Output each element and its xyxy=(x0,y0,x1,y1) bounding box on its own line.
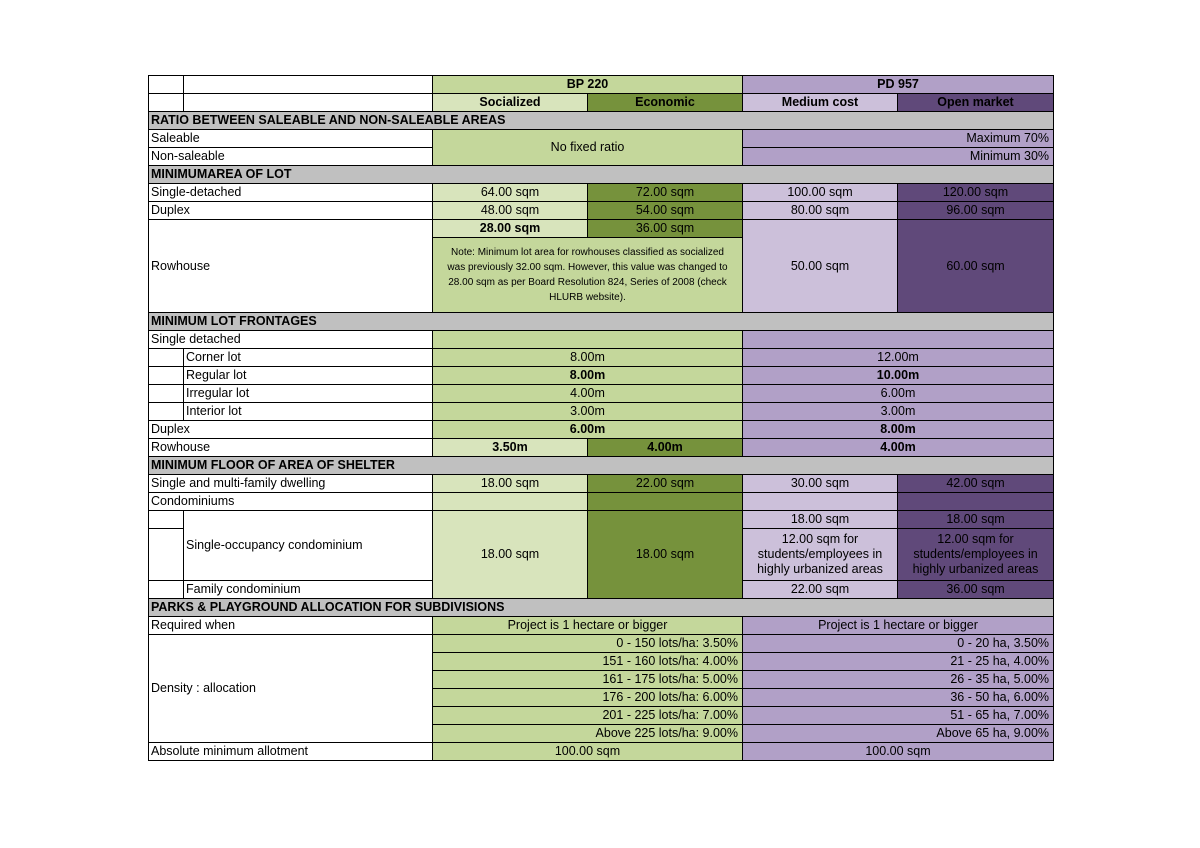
socialized-value: 64.00 sqm xyxy=(433,184,588,202)
nonsaleable-label: Non-saleable xyxy=(149,148,433,166)
pd-value: 8.00m xyxy=(743,421,1054,439)
medium-value: 30.00 sqm xyxy=(743,475,898,493)
socialized-value: 3.50m xyxy=(433,439,588,457)
row-label: Absolute minimum allotment xyxy=(149,743,433,761)
row-label: Rowhouse xyxy=(149,220,433,313)
medium-cost-header: Medium cost xyxy=(743,94,898,112)
indent-cell xyxy=(149,581,184,599)
blank-cell xyxy=(433,331,743,349)
row-label: Duplex xyxy=(149,421,433,439)
economic-header: Economic xyxy=(588,94,743,112)
table-row xyxy=(149,617,1054,635)
open-value: 18.00 sqm xyxy=(898,511,1054,529)
bp-value: 6.00m xyxy=(433,421,743,439)
socialized-value: 48.00 sqm xyxy=(433,202,588,220)
pd-value: 0 - 20 ha, 3.50% xyxy=(743,635,1054,653)
section-lot-area-title: MINIMUMAREA OF LOT xyxy=(149,166,1054,184)
bp-value: 151 - 160 lots/ha: 4.00% xyxy=(433,653,743,671)
row-label: Corner lot xyxy=(184,349,433,367)
table-row xyxy=(149,439,1054,457)
blank-cell xyxy=(149,94,184,112)
open-value: 96.00 sqm xyxy=(898,202,1054,220)
header-row-1 xyxy=(149,76,1054,94)
blank-cell xyxy=(149,76,184,94)
saleable-label: Saleable xyxy=(149,130,433,148)
open-value: 60.00 sqm xyxy=(898,220,1054,313)
bp-value: 161 - 175 lots/ha: 5.00% xyxy=(433,671,743,689)
economic-value: 22.00 sqm xyxy=(588,475,743,493)
medium-value: 18.00 sqm xyxy=(743,511,898,529)
table-row xyxy=(149,220,1054,238)
bp-value: 100.00 sqm xyxy=(433,743,743,761)
pd-value: 21 - 25 ha, 4.00% xyxy=(743,653,1054,671)
pd957-header: PD 957 xyxy=(743,76,1054,94)
pd-value: Project is 1 hectare or bigger xyxy=(743,617,1054,635)
pd-value: 100.00 sqm xyxy=(743,743,1054,761)
row-label: Single-occupancy condominium xyxy=(184,511,433,581)
pd-value: 3.00m xyxy=(743,403,1054,421)
open-market-header: Open market xyxy=(898,94,1054,112)
table-row xyxy=(149,743,1054,761)
economic-value: 4.00m xyxy=(588,439,743,457)
indent-cell xyxy=(149,529,184,581)
socialized-value: 18.00 sqm xyxy=(433,475,588,493)
nonsaleable-min: Minimum 30% xyxy=(743,148,1054,166)
economic-value: 72.00 sqm xyxy=(588,184,743,202)
blank-cell xyxy=(433,493,588,511)
pd-value: 4.00m xyxy=(743,439,1054,457)
economic-value: 18.00 sqm xyxy=(588,511,743,599)
bp-value: 8.00m xyxy=(433,349,743,367)
medium-value: 22.00 sqm xyxy=(743,581,898,599)
table-row xyxy=(149,349,1054,367)
row-label: Irregular lot xyxy=(184,385,433,403)
open-value: 42.00 sqm xyxy=(898,475,1054,493)
bp220-header: BP 220 xyxy=(433,76,743,94)
bp-value: 176 - 200 lots/ha: 6.00% xyxy=(433,689,743,707)
socialized-header: Socialized xyxy=(433,94,588,112)
blank-cell xyxy=(184,94,433,112)
row-label: Interior lot xyxy=(184,403,433,421)
row-label: Duplex xyxy=(149,202,433,220)
row-label: Rowhouse xyxy=(149,439,433,457)
economic-value: 36.00 sqm xyxy=(588,220,743,238)
table-row xyxy=(149,184,1054,202)
indent-cell xyxy=(149,385,184,403)
table-row xyxy=(149,202,1054,220)
table-row xyxy=(149,385,1054,403)
table-row xyxy=(149,635,1054,653)
row-label: Required when xyxy=(149,617,433,635)
bp-value: 3.00m xyxy=(433,403,743,421)
pd-value: 51 - 65 ha, 7.00% xyxy=(743,707,1054,725)
indent-cell xyxy=(149,367,184,385)
rowhouse-note: Note: Minimum lot area for rowhouses classified as socialized was previously 32.00 sqm. However, this value was changed to 28.00 sqm as per Board Resolution 824, Series of 2008 (check HLURB website). xyxy=(433,238,743,313)
pd-value: 12.00m xyxy=(743,349,1054,367)
row-label: Density : allocation xyxy=(149,635,433,743)
indent-cell xyxy=(149,511,184,529)
blank-cell xyxy=(743,331,1054,349)
row-label: Regular lot xyxy=(184,367,433,385)
pd-value: 36 - 50 ha, 6.00% xyxy=(743,689,1054,707)
table-row xyxy=(149,367,1054,385)
blank-cell xyxy=(898,493,1054,511)
medium-value: 100.00 sqm xyxy=(743,184,898,202)
header-row-2 xyxy=(149,94,1054,112)
medium-value: 50.00 sqm xyxy=(743,220,898,313)
row-label: Single detached xyxy=(149,331,433,349)
open-value: 120.00 sqm xyxy=(898,184,1054,202)
pd-value: 26 - 35 ha, 5.00% xyxy=(743,671,1054,689)
section-ratio-title: RATIO BETWEEN SALEABLE AND NON-SALEABLE AREAS xyxy=(149,112,1054,130)
bp-value: 0 - 150 lots/ha: 3.50% xyxy=(433,635,743,653)
medium-value: 80.00 sqm xyxy=(743,202,898,220)
pd-value: 6.00m xyxy=(743,385,1054,403)
pd-value: 10.00m xyxy=(743,367,1054,385)
row-label: Family condominium xyxy=(184,581,433,599)
indent-cell xyxy=(149,349,184,367)
medium-value: 12.00 sqm for students/employees in highly urbanized areas xyxy=(743,529,898,581)
regulation-table xyxy=(148,75,1054,761)
table-row xyxy=(149,421,1054,439)
no-fixed-ratio: No fixed ratio xyxy=(433,130,743,166)
bp-value: Project is 1 hectare or bigger xyxy=(433,617,743,635)
bp-value: 201 - 225 lots/ha: 7.00% xyxy=(433,707,743,725)
section-parks-title: PARKS & PLAYGROUND ALLOCATION FOR SUBDIVISIONS xyxy=(149,599,1054,617)
indent-cell xyxy=(149,403,184,421)
bp-value: Above 225 lots/ha: 9.00% xyxy=(433,725,743,743)
bp-value: 8.00m xyxy=(433,367,743,385)
open-value: 36.00 sqm xyxy=(898,581,1054,599)
row-label: Single-detached xyxy=(149,184,433,202)
blank-cell xyxy=(588,493,743,511)
economic-value: 54.00 sqm xyxy=(588,202,743,220)
saleable-max: Maximum 70% xyxy=(743,130,1054,148)
table-row xyxy=(149,403,1054,421)
socialized-value: 18.00 sqm xyxy=(433,511,588,599)
row-label: Single and multi-family dwelling xyxy=(149,475,433,493)
section-frontage-title: MINIMUM LOT FRONTAGES xyxy=(149,313,1054,331)
pd-value: Above 65 ha, 9.00% xyxy=(743,725,1054,743)
blank-cell xyxy=(184,76,433,94)
section-floor-title: MINIMUM FLOOR OF AREA OF SHELTER xyxy=(149,457,1054,475)
table-row xyxy=(149,475,1054,493)
socialized-value: 28.00 sqm xyxy=(433,220,588,238)
open-value: 12.00 sqm for students/employees in highly urbanized areas xyxy=(898,529,1054,581)
row-label: Condominiums xyxy=(149,493,433,511)
blank-cell xyxy=(743,493,898,511)
bp-value: 4.00m xyxy=(433,385,743,403)
